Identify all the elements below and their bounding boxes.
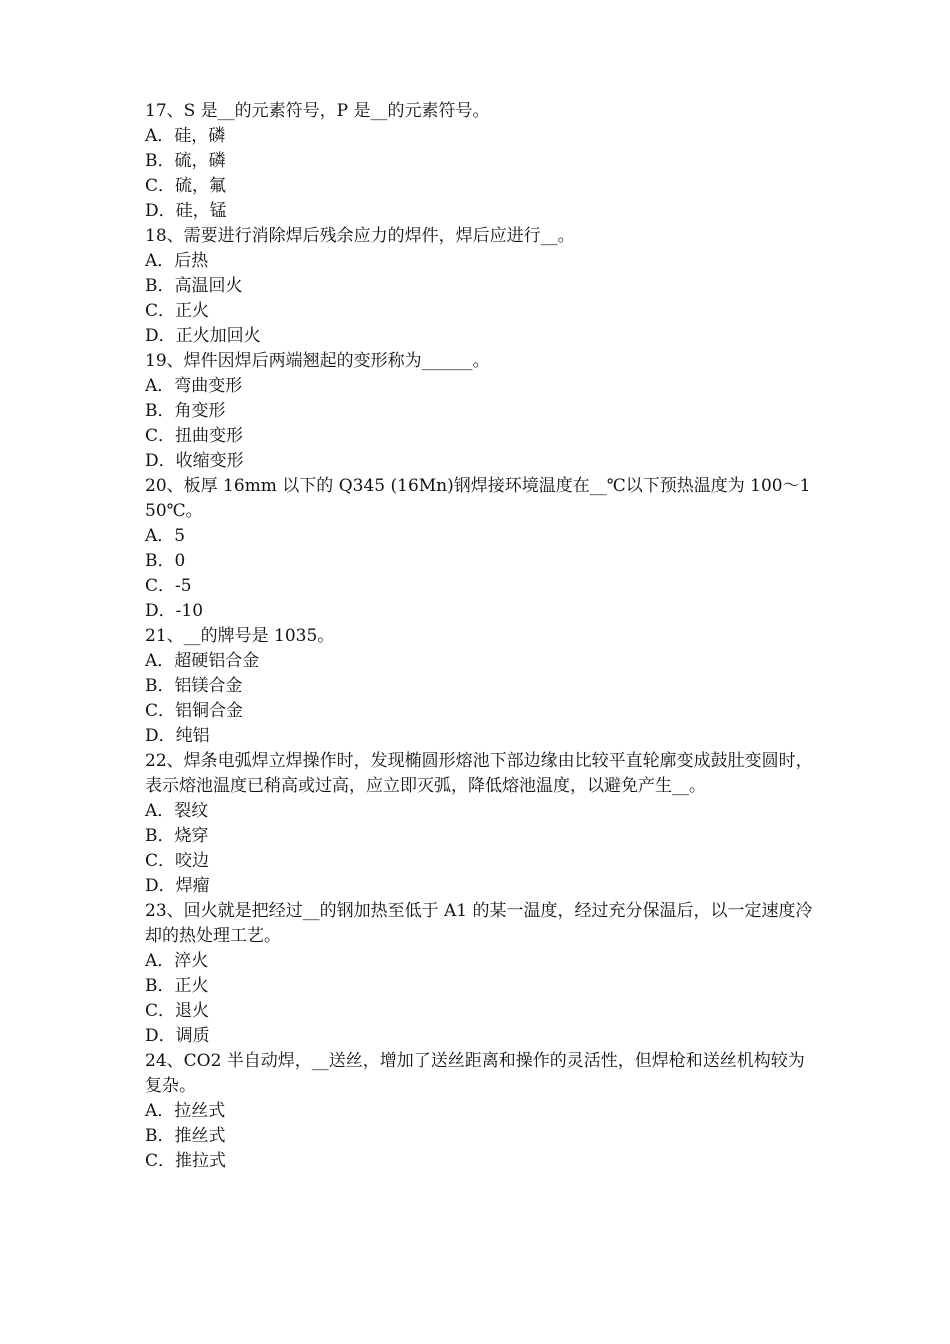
option-21-d: D．纯铝	[145, 726, 210, 746]
option-22-b: B．烧穿	[145, 826, 209, 846]
option-17-c: C．硫，氟	[145, 176, 227, 196]
document-page	[145, 99, 817, 1174]
option-23-b: B．正火	[145, 976, 209, 996]
option-18-d: D．正火加回火	[145, 326, 261, 346]
option-23-a: A．淬火	[145, 951, 209, 971]
option-24-c: C．推拉式	[145, 1151, 227, 1171]
option-18-b: B．高温回火	[145, 276, 243, 296]
option-19-b: B．角变形	[145, 401, 226, 421]
question-18: 18、需要进行消除焊后残余应力的焊件，焊后应进行__。	[145, 226, 575, 246]
option-24-b: B．推丝式	[145, 1126, 226, 1146]
option-17-d: D．硅，锰	[145, 201, 227, 221]
option-19-d: D．收缩变形	[145, 451, 244, 471]
question-21: 21、__的牌号是 1035。	[145, 626, 335, 646]
question-19: 19、焊件因焊后两端翘起的变形称为______。	[145, 351, 490, 371]
question-24: 24、CO2 半自动焊，__送丝，增加了送丝距离和操作的灵活性，但焊枪和送丝机构较为复杂。	[145, 1051, 805, 1096]
option-23-c: C．退火	[145, 1001, 210, 1021]
question-23: 23、回火就是把经过__的钢加热至低于 A1 的某一温度，经过充分保温后，以一定速度冷却的热处理工艺。	[145, 901, 813, 946]
option-24-a: A．拉丝式	[145, 1101, 226, 1121]
option-22-d: D．焊瘤	[145, 876, 210, 896]
question-22: 22、焊条电弧焊立焊操作时，发现椭圆形熔池下部边缘由比较平直轮廓变成鼓肚变圆时，表示熔池温度已稍高或过高，应立即灭弧，降低熔池温度，以避免产生__。	[145, 751, 813, 796]
option-17-a: A．硅，磷	[145, 126, 226, 146]
option-20-b: B．0	[145, 551, 186, 571]
option-17-b: B．硫，磷	[145, 151, 226, 171]
option-20-c: C．-5	[145, 576, 192, 596]
question-17: 17、S 是__的元素符号，P 是__的元素符号。	[145, 101, 490, 121]
question-20: 20、板厚 16mm 以下的 Q345 (16Mn)钢焊接环境温度在__℃以下预热温度为 100～150℃。	[145, 476, 811, 521]
option-23-d: D．调质	[145, 1026, 210, 1046]
option-20-a: A．5	[145, 526, 186, 546]
option-22-a: A．裂纹	[145, 801, 209, 821]
option-22-c: C．咬边	[145, 851, 210, 871]
option-18-c: C．正火	[145, 301, 210, 321]
option-21-c: C．铝铜合金	[145, 701, 244, 721]
option-21-b: B．铝镁合金	[145, 676, 243, 696]
option-18-a: A．后热	[145, 251, 209, 271]
option-19-a: A．弯曲变形	[145, 376, 243, 396]
option-20-d: D．-10	[145, 601, 204, 621]
option-19-c: C．扭曲变形	[145, 426, 244, 446]
option-21-a: A．超硬铝合金	[145, 651, 260, 671]
